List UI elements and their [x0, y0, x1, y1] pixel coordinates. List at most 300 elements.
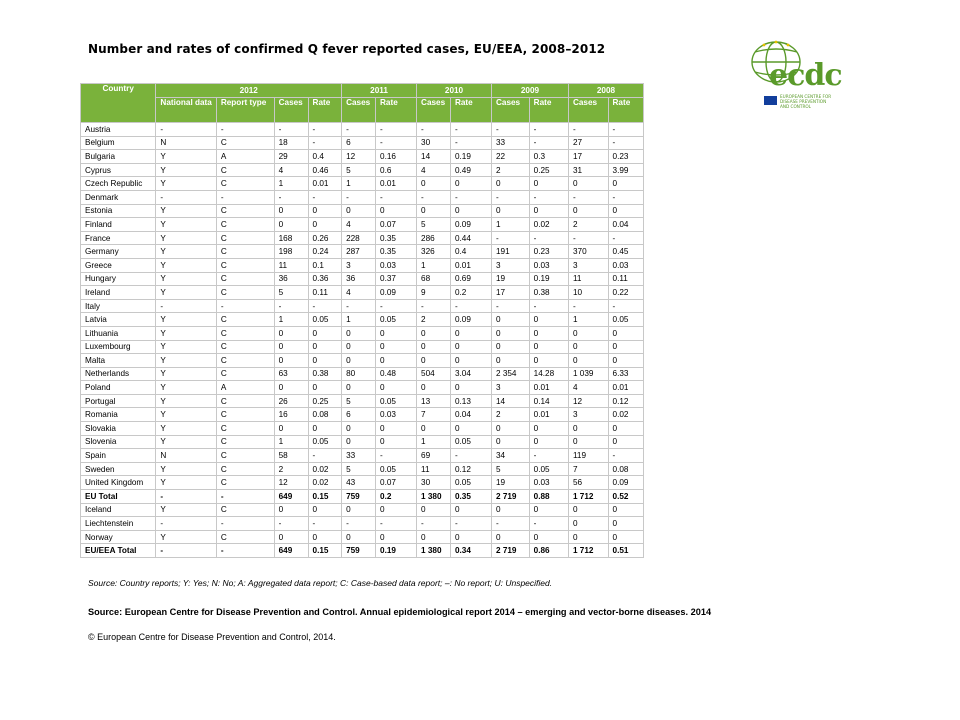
table-cell: 0 [491, 326, 529, 340]
table-cell: 0.35 [450, 490, 491, 504]
table-cell: - [608, 449, 643, 463]
table-cell: 0.48 [376, 367, 417, 381]
table-cell: 0.26 [308, 231, 342, 245]
table-cell: 1 [274, 177, 308, 191]
table-cell: 0 [608, 530, 643, 544]
subheader-cell: Cases [342, 98, 376, 123]
table-cell: 759 [342, 544, 376, 558]
table-cell: 17 [491, 286, 529, 300]
table-cell: 3.99 [608, 163, 643, 177]
table-cell: - [376, 517, 417, 531]
table-cell: 0 [308, 354, 342, 368]
table-cell: 286 [417, 231, 451, 245]
table-cell: 13 [417, 394, 451, 408]
table-cell: - [308, 123, 342, 137]
country-cell: United Kingdom [81, 476, 156, 490]
table-cell: - [376, 190, 417, 204]
table-cell: - [568, 190, 608, 204]
table-cell: 0.04 [450, 408, 491, 422]
country-cell: Germany [81, 245, 156, 259]
table-cell: 1 [342, 313, 376, 327]
table-cell: - [608, 231, 643, 245]
table-cell: 1 [342, 177, 376, 191]
table-cell: 0.04 [608, 218, 643, 232]
table-cell: - [608, 190, 643, 204]
table-cell: 0 [342, 340, 376, 354]
q-fever-table [80, 83, 644, 558]
table-cell: 0.24 [308, 245, 342, 259]
table-cell: 0.86 [529, 544, 568, 558]
page-title: Number and rates of confirmed Q fever reported cases, EU/EEA, 2008–2012 [88, 42, 606, 56]
table-cell: 6 [342, 136, 376, 150]
table-cell: 0.05 [450, 435, 491, 449]
table-cell: 0 [274, 354, 308, 368]
table-cell: Y [156, 313, 216, 327]
table-cell: - [156, 544, 216, 558]
table-cell: 0.05 [376, 394, 417, 408]
table-cell: C [216, 231, 274, 245]
table-cell: C [216, 449, 274, 463]
table-cell: C [216, 367, 274, 381]
table-cell: 0 [491, 204, 529, 218]
table-cell: 0 [608, 326, 643, 340]
country-cell: Finland [81, 218, 156, 232]
table-cell: 6 [342, 408, 376, 422]
country-cell: Romania [81, 408, 156, 422]
table-row [81, 490, 644, 504]
table-cell: - [491, 190, 529, 204]
table-cell: 0.15 [308, 544, 342, 558]
table-cell: - [342, 299, 376, 313]
table-cell: 0.11 [308, 286, 342, 300]
table-cell: Y [156, 340, 216, 354]
table-cell: 0 [450, 503, 491, 517]
table-cell: 0.19 [376, 544, 417, 558]
table-cell: - [450, 136, 491, 150]
table-cell: C [216, 326, 274, 340]
table-cell: 0.51 [608, 544, 643, 558]
table-cell: C [216, 503, 274, 517]
table-cell: 0.88 [529, 490, 568, 504]
table-cell: 0.09 [608, 476, 643, 490]
table-cell: 22 [491, 150, 529, 164]
table-cell: 0 [308, 503, 342, 517]
table-cell: 0 [342, 435, 376, 449]
table-cell: - [491, 231, 529, 245]
country-cell: Slovenia [81, 435, 156, 449]
table-cell: 0 [568, 530, 608, 544]
table-cell: Y [156, 163, 216, 177]
table-cell: 0.19 [450, 150, 491, 164]
country-cell: Slovakia [81, 422, 156, 436]
table-cell: 0 [376, 340, 417, 354]
table-cell: - [156, 517, 216, 531]
table-cell: 0 [274, 326, 308, 340]
table-cell: 1 [274, 313, 308, 327]
table-row [81, 354, 644, 368]
table-cell: 0 [376, 435, 417, 449]
table-cell: 0 [450, 340, 491, 354]
table-cell: 0 [417, 177, 451, 191]
table-cell: 0 [529, 354, 568, 368]
table-cell: 0 [308, 381, 342, 395]
table-cell: 63 [274, 367, 308, 381]
header-year-2008: 2008 [568, 84, 643, 98]
table-cell: 17 [568, 150, 608, 164]
table-cell: 0 [342, 354, 376, 368]
table-cell: 0 [342, 204, 376, 218]
table-cell: C [216, 530, 274, 544]
country-cell: Ireland [81, 286, 156, 300]
table-cell: 0.3 [529, 150, 568, 164]
table-cell: - [156, 123, 216, 137]
table-cell: 191 [491, 245, 529, 259]
table-cell: C [216, 435, 274, 449]
table-cell: 0 [608, 435, 643, 449]
table-cell: 0 [376, 204, 417, 218]
table-cell: 0.01 [376, 177, 417, 191]
table-cell: - [274, 517, 308, 531]
table-cell: 0.34 [450, 544, 491, 558]
table-cell: 0.07 [376, 218, 417, 232]
table-cell: Y [156, 326, 216, 340]
ecdc-logo [742, 36, 842, 110]
table-cell: Y [156, 381, 216, 395]
table-cell: 0 [342, 530, 376, 544]
table-cell: 0 [376, 326, 417, 340]
table-cell: 0.49 [450, 163, 491, 177]
table-cell: 0 [608, 503, 643, 517]
subheader-cell: Rate [608, 98, 643, 123]
table-cell: C [216, 218, 274, 232]
table-cell: 0.09 [450, 218, 491, 232]
table-cell: 2 719 [491, 544, 529, 558]
table-cell: 30 [417, 476, 451, 490]
table-cell: Y [156, 476, 216, 490]
table-cell: 0 [376, 530, 417, 544]
table-cell: 0 [529, 313, 568, 327]
table-cell: 0.35 [376, 245, 417, 259]
table-cell: 0.14 [529, 394, 568, 408]
table-cell: Y [156, 435, 216, 449]
table-cell: 0 [608, 422, 643, 436]
table-cell: 0 [450, 381, 491, 395]
table-cell: 0.52 [608, 490, 643, 504]
table-cell: 0 [274, 204, 308, 218]
table-cell: 33 [342, 449, 376, 463]
table-cell: 2 354 [491, 367, 529, 381]
table-cell: 0 [376, 422, 417, 436]
header-year-2010: 2010 [417, 84, 492, 98]
table-cell: - [417, 190, 451, 204]
table-cell: 0 [568, 422, 608, 436]
table-row [81, 422, 644, 436]
table-row [81, 150, 644, 164]
table-cell: 0.01 [608, 381, 643, 395]
table-cell: 0.36 [308, 272, 342, 286]
table-cell: 19 [491, 476, 529, 490]
table-cell: - [608, 136, 643, 150]
table-cell: 6.33 [608, 367, 643, 381]
table-cell: 168 [274, 231, 308, 245]
table-cell: C [216, 340, 274, 354]
table-cell: - [274, 123, 308, 137]
table-row [81, 326, 644, 340]
table-row [81, 517, 644, 531]
table-cell: 0 [308, 326, 342, 340]
table-cell: 649 [274, 544, 308, 558]
table-row [81, 530, 644, 544]
country-cell: Estonia [81, 204, 156, 218]
table-cell: - [308, 190, 342, 204]
table-cell: 0.08 [608, 462, 643, 476]
table-cell: 3 [568, 258, 608, 272]
table-cell: 0 [342, 326, 376, 340]
table-cell: 119 [568, 449, 608, 463]
table-row [81, 218, 644, 232]
table-cell: 1 380 [417, 490, 451, 504]
table-cell: - [491, 299, 529, 313]
table-cell: 0 [274, 422, 308, 436]
table-cell: - [376, 449, 417, 463]
table-cell: - [450, 299, 491, 313]
table-row [81, 503, 644, 517]
table-cell: 0.03 [529, 476, 568, 490]
table-row [81, 177, 644, 191]
table-cell: Y [156, 286, 216, 300]
table-cell: 11 [568, 272, 608, 286]
table-cell: 58 [274, 449, 308, 463]
table-cell: 0 [450, 422, 491, 436]
table-cell: 0 [274, 503, 308, 517]
subheader-cell: Rate [450, 98, 491, 123]
table-cell: 80 [342, 367, 376, 381]
table-cell: 0 [491, 340, 529, 354]
table-cell: - [568, 299, 608, 313]
country-cell: Italy [81, 299, 156, 313]
table-cell: 19 [491, 272, 529, 286]
table-cell: - [216, 517, 274, 531]
table-cell: 7 [568, 462, 608, 476]
table-cell: 5 [342, 394, 376, 408]
logo-text: ecdc [769, 58, 842, 93]
table-cell: 2 [274, 462, 308, 476]
table-cell: - [450, 190, 491, 204]
header-year-2012: 2012 [156, 84, 342, 98]
table-cell: 0.45 [608, 245, 643, 259]
table-cell: - [529, 123, 568, 137]
table-cell: - [216, 190, 274, 204]
table-cell: 0 [491, 354, 529, 368]
table-cell: 0 [491, 530, 529, 544]
table-cell: 4 [342, 286, 376, 300]
table-cell: 0.02 [529, 218, 568, 232]
table-cell: N [156, 449, 216, 463]
table-cell: C [216, 163, 274, 177]
country-cell: Denmark [81, 190, 156, 204]
subheader-cell: Cases [274, 98, 308, 123]
table-cell: 0 [274, 530, 308, 544]
table-cell: Y [156, 231, 216, 245]
table-cell: 287 [342, 245, 376, 259]
table-cell: - [529, 136, 568, 150]
table-cell: 0.02 [308, 476, 342, 490]
table-cell: 36 [342, 272, 376, 286]
table-cell: 0 [308, 340, 342, 354]
table-cell: 0.1 [308, 258, 342, 272]
table-cell: - [156, 299, 216, 313]
country-cell: Poland [81, 381, 156, 395]
subheader-cell: Cases [491, 98, 529, 123]
table-cell: 14 [417, 150, 451, 164]
table-cell: 0.05 [376, 313, 417, 327]
table-cell: C [216, 408, 274, 422]
table-cell: 0.4 [450, 245, 491, 259]
table-cell: 14 [491, 394, 529, 408]
table-cell: - [308, 517, 342, 531]
table-cell: 36 [274, 272, 308, 286]
table-cell: - [450, 123, 491, 137]
table-cell: 0.46 [308, 163, 342, 177]
table-cell: 0.03 [376, 408, 417, 422]
subheader-cell: Cases [417, 98, 451, 123]
table-row [81, 544, 644, 558]
table-cell: 0 [308, 422, 342, 436]
table-cell: 0.25 [529, 163, 568, 177]
country-cell: Cyprus [81, 163, 156, 177]
table-cell: C [216, 462, 274, 476]
table-cell: Y [156, 354, 216, 368]
table-cell: Y [156, 150, 216, 164]
copyright: © European Centre for Disease Prevention and Control, 2014. [88, 632, 336, 642]
table-row [81, 231, 644, 245]
table-cell: 0.4 [308, 150, 342, 164]
table-cell: 0 [342, 422, 376, 436]
subheader-row [81, 98, 644, 123]
table-cell: 0.11 [608, 272, 643, 286]
table-cell: - [529, 517, 568, 531]
table-cell: 1 380 [417, 544, 451, 558]
table-cell: 3.04 [450, 367, 491, 381]
table-cell: 1 039 [568, 367, 608, 381]
logo-subtitle: EUROPEAN CENTRE FOR DISEASE PREVENTION AND CONTROL [780, 94, 832, 109]
table-cell: 0 [568, 354, 608, 368]
table-cell: 3 [342, 258, 376, 272]
table-cell: 12 [274, 476, 308, 490]
table-cell: - [529, 449, 568, 463]
table-row [81, 299, 644, 313]
table-cell: 5 [274, 286, 308, 300]
table-cell: 759 [342, 490, 376, 504]
table-cell: 11 [417, 462, 451, 476]
table-cell: 0 [529, 422, 568, 436]
table-cell: 0 [417, 530, 451, 544]
country-cell: Norway [81, 530, 156, 544]
country-cell: Greece [81, 258, 156, 272]
table-cell: 0.01 [529, 381, 568, 395]
table-cell: - [450, 449, 491, 463]
table-cell: Y [156, 177, 216, 191]
eu-flag-icon [764, 96, 777, 105]
table-cell: 0 [491, 503, 529, 517]
table-cell: 0 [342, 381, 376, 395]
table-cell: 0 [491, 313, 529, 327]
table-cell: 0.02 [308, 462, 342, 476]
table-cell: 0 [529, 530, 568, 544]
table-row [81, 258, 644, 272]
footnote: Source: Country reports; Y: Yes; N: No; A: Aggregated data report; C: Case-based data report; –: No report; U: Unspecified. [88, 578, 553, 588]
table-row [81, 449, 644, 463]
table-cell: 0.12 [450, 462, 491, 476]
table-cell: 0 [529, 204, 568, 218]
table-cell: 0 [529, 503, 568, 517]
country-cell: Spain [81, 449, 156, 463]
table-cell: 2 [491, 408, 529, 422]
table-cell: 30 [417, 136, 451, 150]
table-cell: 4 [342, 218, 376, 232]
table-cell: - [342, 517, 376, 531]
country-cell: Netherlands [81, 367, 156, 381]
table-cell: 0 [529, 435, 568, 449]
table-row [81, 367, 644, 381]
table-cell: 2 [417, 313, 451, 327]
country-cell: Iceland [81, 503, 156, 517]
table-cell: 649 [274, 490, 308, 504]
table-cell: 12 [568, 394, 608, 408]
table-cell: 0 [491, 422, 529, 436]
table-cell: Y [156, 422, 216, 436]
table-cell: 504 [417, 367, 451, 381]
country-cell: Malta [81, 354, 156, 368]
subheader-cell: National data [156, 98, 216, 123]
subheader-cell: Report type [216, 98, 274, 123]
table-cell: 0 [417, 340, 451, 354]
table-cell: 0 [608, 177, 643, 191]
table-cell: - [417, 299, 451, 313]
table-cell: C [216, 313, 274, 327]
table-cell: 0 [568, 177, 608, 191]
source-citation: Source: European Centre for Disease Prevention and Control. Annual epidemiological report 2014 – emerging and vector-borne diseases. 2014 [88, 607, 712, 617]
table-cell: 0.6 [376, 163, 417, 177]
table-cell: 14.28 [529, 367, 568, 381]
table-cell: 4 [417, 163, 451, 177]
table-cell: 27 [568, 136, 608, 150]
table-cell: 0 [417, 381, 451, 395]
table-cell: Y [156, 530, 216, 544]
table-cell: 0 [568, 517, 608, 531]
table-cell: 0 [308, 530, 342, 544]
table-cell: 0 [274, 381, 308, 395]
table-cell: Y [156, 503, 216, 517]
table-cell: - [216, 544, 274, 558]
table-cell: 0 [450, 354, 491, 368]
table-cell: C [216, 476, 274, 490]
table-cell: 0 [529, 177, 568, 191]
table-cell: 2 719 [491, 490, 529, 504]
country-cell: EU/EEA Total [81, 544, 156, 558]
table-cell: - [308, 136, 342, 150]
table-cell: - [216, 123, 274, 137]
table-cell: 0 [491, 177, 529, 191]
table-cell: 0.05 [450, 476, 491, 490]
table-cell: 0.16 [376, 150, 417, 164]
table-cell: 43 [342, 476, 376, 490]
table-row [81, 272, 644, 286]
table-cell: Y [156, 204, 216, 218]
table-cell: - [342, 123, 376, 137]
table-cell: 0 [376, 503, 417, 517]
table-cell: - [308, 449, 342, 463]
